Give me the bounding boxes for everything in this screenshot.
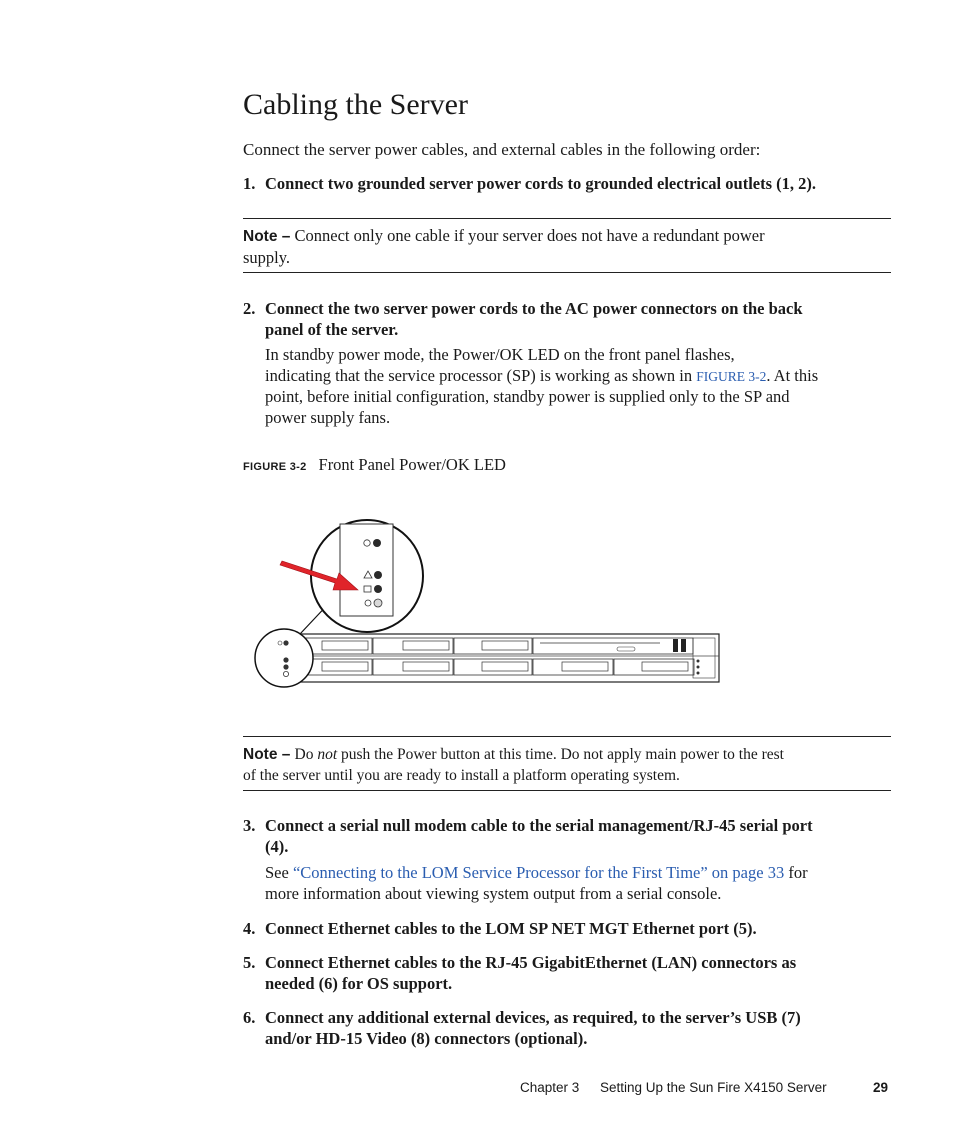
note-not: not: [317, 746, 338, 763]
figure-caption: [243, 455, 506, 475]
note-line2: of the server until you are ready to install a platform operating system.: [243, 767, 680, 784]
step-number: 2.: [243, 299, 256, 318]
step-number: 5.: [243, 953, 256, 972]
note2-rule-bottom: [243, 790, 891, 791]
cross-reference-link[interactable]: “Connecting to the LOM Service Processor for the First Time” on page 33: [292, 863, 785, 882]
note-1: [243, 225, 891, 268]
detail-line1: In standby power mode, the Power/OK LED on the front panel flashes,: [265, 345, 735, 364]
step-text-line1: Connect a serial null modem cable to the serial management/RJ-45 serial port: [265, 816, 813, 835]
step-text-line2: panel of the server.: [265, 320, 399, 339]
note-label: Note –: [243, 228, 291, 245]
led-panel: [340, 524, 393, 616]
step-number: 6.: [243, 1008, 256, 1027]
step-text-line1: Connect Ethernet cables to the RJ-45 GigabitEthernet (LAN) connectors as: [265, 953, 797, 972]
figure-caption-text: Front Panel Power/OK LED: [318, 455, 506, 474]
figure-label: FIGURE 3-2: [243, 461, 307, 473]
intro-paragraph: Connect the server power cables, and external cables in the following order:: [243, 140, 761, 159]
led-highlight-small-circle: [255, 629, 313, 687]
step-text: Connect two grounded server power cords to grounded electrical outlets (1, 2).: [265, 174, 817, 193]
note-do: Do: [294, 746, 318, 763]
footer-title: Setting Up the Sun Fire X4150 Server: [600, 1080, 827, 1095]
step-number: 1.: [243, 174, 256, 193]
detail-after: for: [784, 863, 808, 882]
detail-line2: more information about viewing system output from a serial console.: [265, 883, 722, 903]
note-text-line2: supply.: [243, 248, 291, 267]
step-number: 4.: [243, 919, 256, 938]
detail-line4: power supply fans.: [265, 407, 391, 427]
note-rule-bottom: [243, 272, 891, 273]
step-text-line1: Connect the two server power cords to the AC power connectors on the back: [265, 299, 803, 318]
step-text-line2: needed (6) for OS support.: [265, 974, 453, 993]
detail-line3: point, before initial configuration, standby power is supplied only to the SP and: [265, 387, 790, 406]
note2-rule-top: [243, 736, 891, 737]
note-line1-rest: push the Power button at this time. Do not apply main power to the rest: [337, 746, 784, 763]
detail-line2-a: indicating that the service processor (SP) is working as shown in: [265, 365, 697, 385]
step-text-line1: Connect any additional external devices, as required, to the server’s USB (7): [265, 1008, 801, 1027]
step-number: 3.: [243, 816, 256, 835]
footer-chapter: Chapter 3: [520, 1080, 580, 1095]
section-heading: Cabling the Server: [243, 88, 468, 121]
note-2: [243, 743, 891, 786]
step-text: Connect Ethernet cables to the LOM SP NET MGT Ethernet port (5).: [265, 919, 757, 938]
note-text-line1: Connect only one cable if your server does not have a redundant power: [294, 226, 765, 245]
power-ok-led: [374, 599, 382, 607]
note-rule-top: [243, 218, 891, 219]
step-text-line2: (4).: [265, 837, 289, 856]
step-text-line2: and/or HD-15 Video (8) connectors (optional).: [265, 1029, 588, 1048]
footer-page-number: 29: [873, 1080, 889, 1095]
detail-line2-b: . At this: [766, 365, 819, 385]
step-3-detail: [265, 863, 891, 904]
step-2-detail: [265, 345, 891, 428]
front-panel-illustration: [240, 510, 730, 695]
figure-link[interactable]: FIGURE 3-2: [696, 368, 767, 384]
detail-see: See: [265, 863, 293, 882]
note-label: Note –: [243, 746, 291, 763]
